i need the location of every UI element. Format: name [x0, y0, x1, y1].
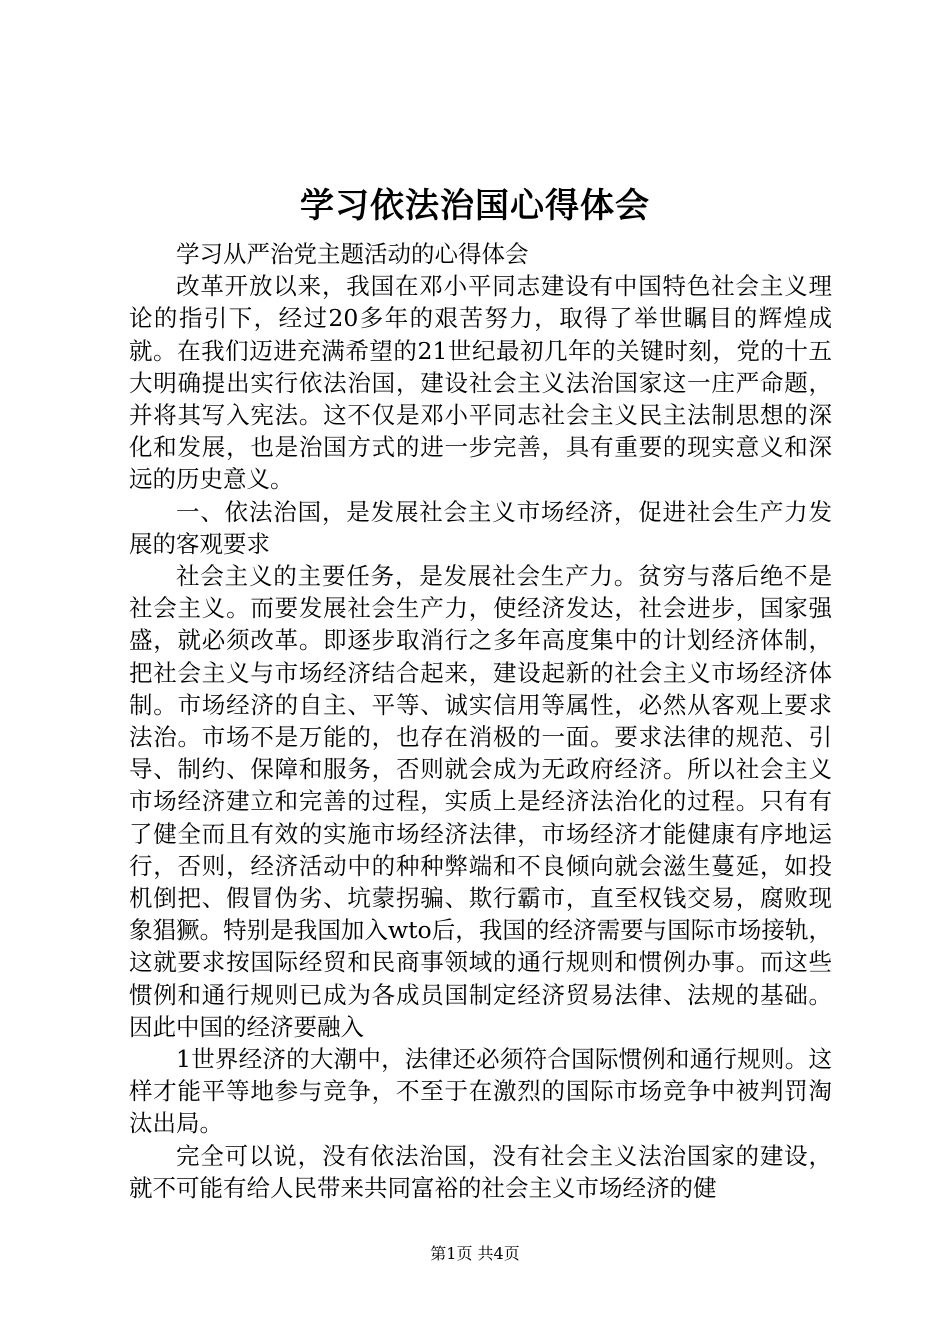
paragraph-subtitle: 学习从严治党主题活动的心得体会 [176, 240, 529, 268]
page-number-total: 共4页 [477, 1244, 520, 1263]
document-title: 学习依法治国心得体会 [300, 186, 650, 226]
paragraph-conclusion: 完全可以说，没有依法治国，没有社会主义法治国家的建设，就不可能有给人民带来共同富裕的社会主义市场经济的健 [129, 1141, 832, 1202]
paragraph-section-heading: 一、依法治国，是发展社会主义市场经济，促进社会生产力发展的客观要求 [129, 497, 832, 558]
paragraph-world-economy: 1世界经济的大潮中，法律还必须符合国际惯例和通行规则。这样才能平等地参与竞争，不至于在激烈的国际市场竞争中被判罚淘汰出局。 [129, 1045, 832, 1138]
paragraph-intro: 改革开放以来，我国在邓小平同志建设有中国特色社会主义理论的指引下，经过20多年的艰苦努力，取得了举世瞩目的辉煌成就。在我们迈进充满希望的21世纪最初几年的关键时刻，党的十五大明确提出实行依法治国，建设社会主义法治国家这一庄严命题，并将其写入宪法。这不仅是邓小平同志社会主义民主法制思想的深化和发展，也是治国方式的进一步完善，具有重要的现实意义和深远的历史意义。 [129, 272, 832, 494]
document-body [129, 238, 832, 1204]
page-number-current: 第1页 [430, 1244, 473, 1263]
paragraph-market-economy: 社会主义的主要任务，是发展社会生产力。贫穷与落后绝不是社会主义。而要发展社会生产力，使经济发达，社会进步，国家强盛，就必须改革。即逐步取消行之多年高度集中的计划经济体制，把社会主义与市场经济结合起来，建设起新的社会主义市场经济体制。市场经济的自主、平等、诚实信用等属性，必然从客观上要求法治。市场不是万能的，也存在消极的一面。要求法律的规范、引导、制约、保障和服务，否则就会成为无政府经济。所以社会主义市场经济建立和完善的过程，实质上是经济法治化的过程。只有有了健全而且有效的实施市场经济法律，市场经济才能健康有序地运行，否则，经济活动中的种种弊端和不良倾向就会滋生蔓延，如投机倒把、假冒伪劣、坑蒙拐骗、欺行霸市，直至权钱交易，腐败现象猖獗。特别是我国加入wto后，我国的经济需要与国际市场接轨，这就要求按国际经贸和民商事领域的通行规则和惯例办事。而这些惯例和通行规则已成为各成员国制定经济贸易法律、法规的基础。因此中国的经济要融入 [129, 562, 832, 1041]
page-footer [0, 1242, 950, 1266]
